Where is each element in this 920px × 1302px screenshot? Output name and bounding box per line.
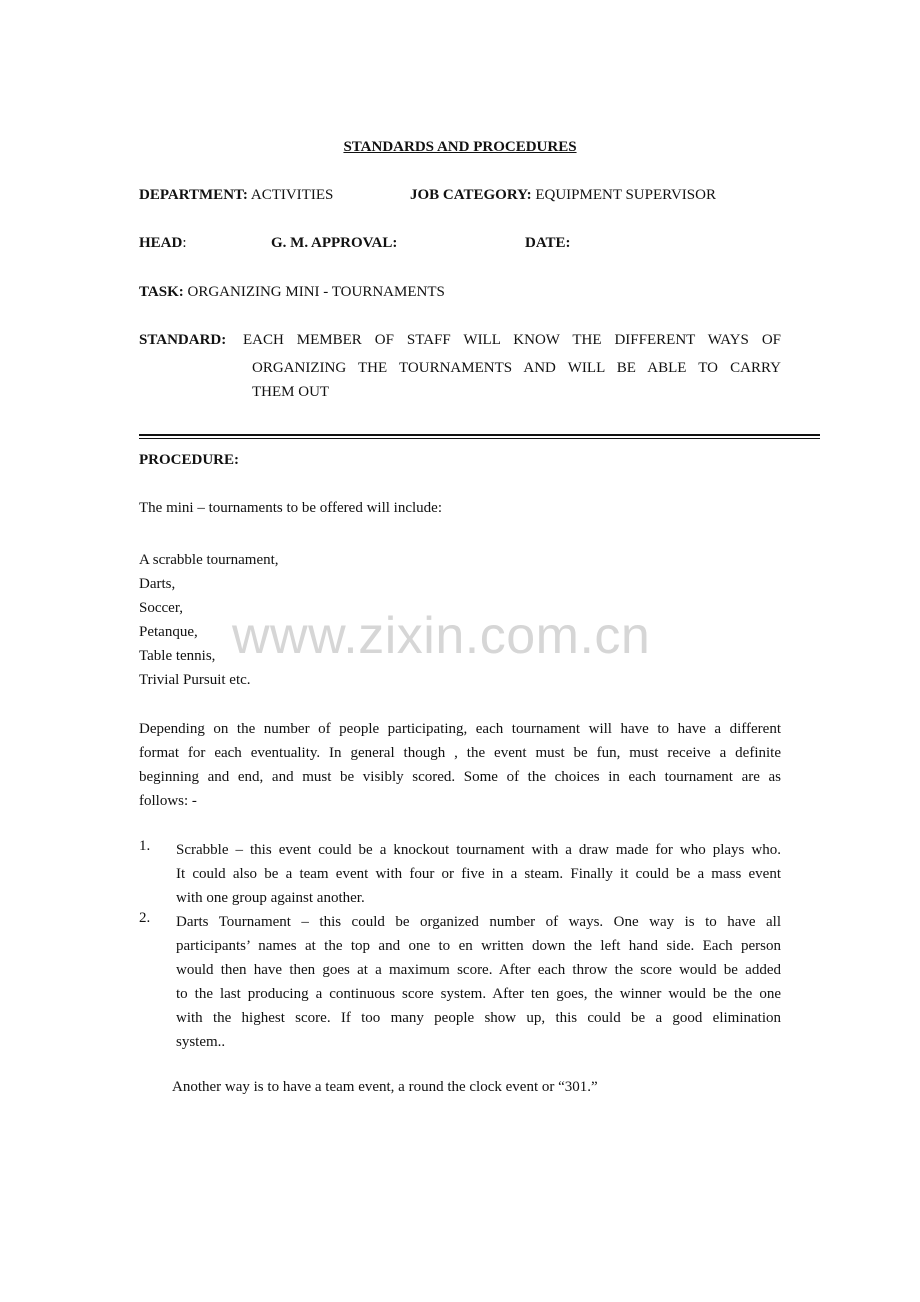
department-label: DEPARTMENT: (139, 187, 248, 203)
list-item: Darts, (139, 576, 176, 592)
department-field (139, 187, 333, 204)
list-item: A scrabble tournament, (139, 552, 279, 568)
format-paragraph (139, 717, 781, 813)
procedure-intro: The mini – tournaments to be offered will include: (139, 500, 442, 516)
paragraph-line: beginning and end, and must be visibly scored. Some of the choices in each tournament are as (139, 769, 781, 785)
item-line: would then have then goes at a maximum score. After each throw the score would be added (176, 962, 781, 978)
standard-line-2: ORGANIZING THE TOURNAMENTS AND WILL BE ABLE TO CARRY (252, 360, 781, 376)
standard-label: STANDARD: (139, 332, 227, 348)
item-number-1: 1. (139, 838, 151, 854)
standard-line-1: EACH MEMBER OF STAFF WILL KNOW THE DIFFERENT WAYS OF (243, 332, 781, 348)
item-line: It could also be a team event with four or five in a steam. Finally it could be a mass event (176, 866, 781, 882)
head-colon: : (182, 235, 187, 251)
head-label: HEAD (139, 235, 183, 251)
list-item: Petanque, (139, 624, 198, 640)
job-category-value: EQUIPMENT SUPERVISOR (535, 187, 716, 203)
item-line: Scrabble – this event could be a knockout tournament with a draw made for who plays who. (176, 842, 781, 858)
paragraph-line: Depending on the number of people participating, each tournament will have to have a different (139, 721, 781, 737)
paragraph-line: follows: - (139, 793, 197, 809)
gm-approval-label: G. M. APPROVAL: (271, 235, 398, 251)
item-scrabble (176, 838, 781, 910)
standard-line-3: THEM OUT (252, 384, 330, 400)
document-title: STANDARDS AND PROCEDURES (343, 139, 577, 155)
task-field (139, 284, 445, 301)
date-label: DATE: (525, 235, 571, 251)
closing-line: Another way is to have a team event, a round the clock event or “301.” (172, 1079, 598, 1095)
item-line: Darts Tournament – this could be organized number of ways. One way is to have all (176, 914, 781, 930)
procedure-label: PROCEDURE: (139, 452, 239, 468)
item-darts (176, 910, 781, 1054)
item-number-2: 2. (139, 910, 151, 926)
item-line: with one group against another. (176, 890, 365, 906)
watermark: www.zixin.com.cn (232, 607, 651, 665)
head-field (139, 235, 187, 252)
item-line: with the highest score. If too many people show up, this could be a good elimination (176, 1010, 781, 1026)
item-line: to the last producing a continuous score system. After ten goes, the winner would be the one (176, 986, 781, 1002)
job-category-label: JOB CATEGORY: (410, 187, 532, 203)
department-value: ACTIVITIES (250, 187, 334, 203)
section-divider-thick (139, 434, 820, 436)
task-label: TASK: (139, 284, 184, 300)
list-item: Trivial Pursuit etc. (139, 672, 251, 688)
job-category-field (410, 187, 716, 204)
item-line: system.. (176, 1034, 226, 1050)
section-divider-thin (139, 438, 820, 439)
task-value: ORGANIZING MINI - TOURNAMENTS (187, 284, 445, 300)
list-item: Soccer, (139, 600, 183, 616)
paragraph-line: format for each eventuality. In general though , the event must be fun, must receive a definite (139, 745, 781, 761)
standard-continuation (252, 356, 781, 404)
item-line: participants’ names at the top and one to en written down the left hand side. Each person (176, 938, 781, 954)
list-item: Table tennis, (139, 648, 216, 664)
